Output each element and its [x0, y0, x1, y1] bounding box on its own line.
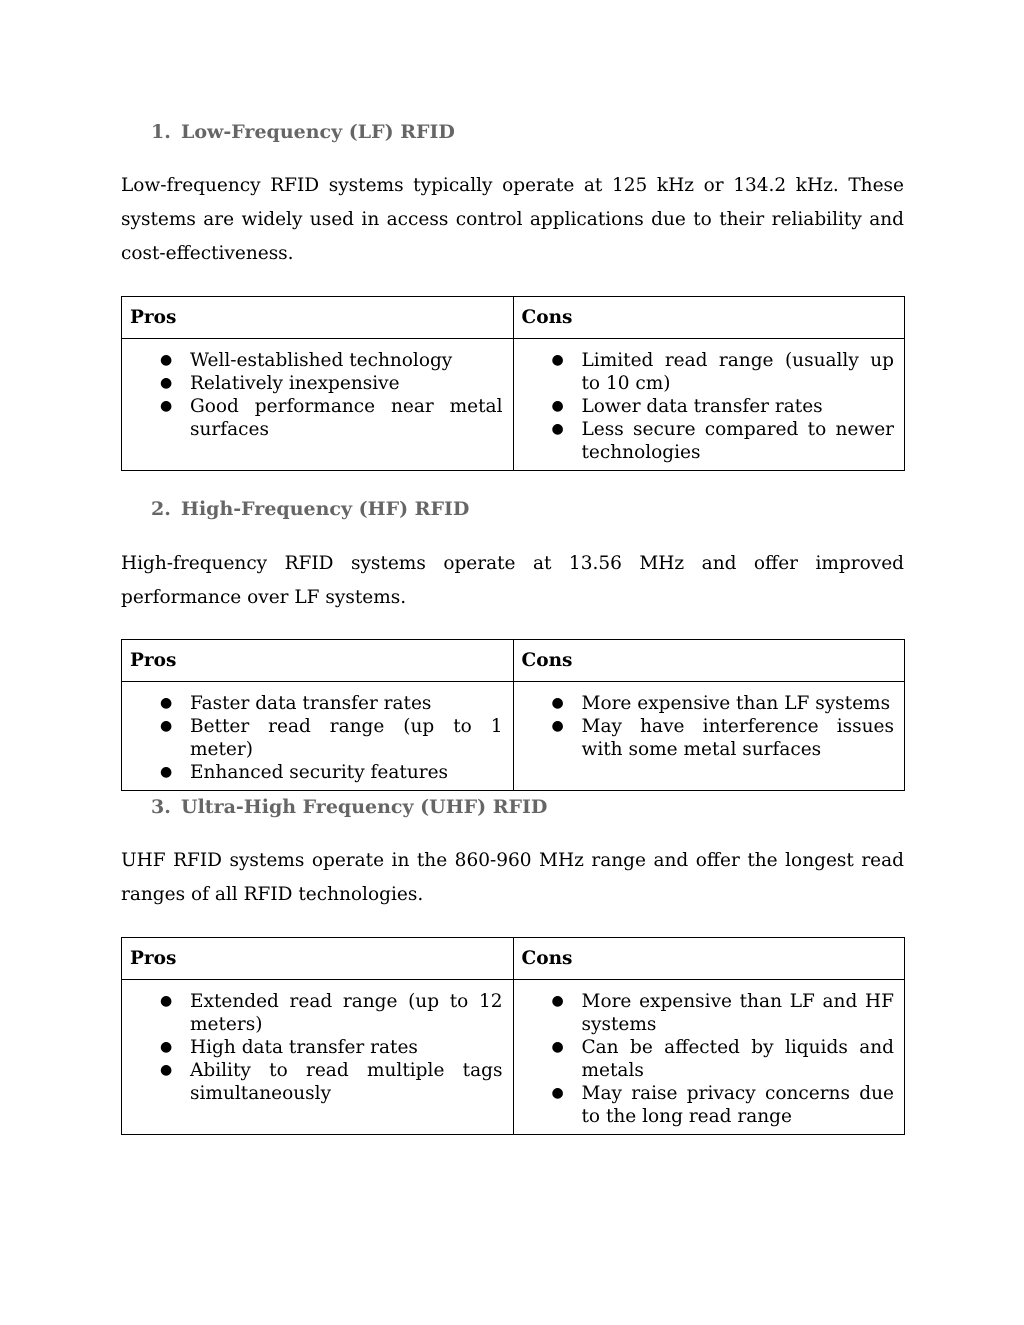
pros-header: Pros [122, 938, 514, 980]
list-item: ● Extended read range (up to 12 meters) [122, 990, 503, 1036]
table-row [122, 682, 905, 791]
section-heading-uhf [151, 795, 547, 819]
cons-cell [513, 682, 905, 791]
list-item: ● Relatively inexpensive [122, 372, 503, 395]
list-item: ● Less secure compared to newer technologies [514, 418, 895, 464]
cons-header: Cons [513, 297, 905, 339]
list-item: ● Limited read range (usually up to 10 cm) [514, 349, 895, 395]
list-item: ● Ability to read multiple tags simultaneously [122, 1059, 503, 1105]
pros-list [122, 990, 513, 1105]
section-title: Ultra-High Frequency (UHF) RFID [181, 796, 548, 818]
pros-cell [122, 339, 514, 471]
section-paragraph-uhf: UHF RFID systems operate in the 860-960 MHz range and offer the longest read ranges of all RFID technologies. [121, 850, 904, 905]
list-item: ● Faster data transfer rates [122, 692, 503, 715]
pros-header: Pros [122, 297, 514, 339]
list-item: ● Can be affected by liquids and metals [514, 1036, 895, 1082]
section-title: Low-Frequency (LF) RFID [181, 121, 455, 143]
list-item: ● Lower data transfer rates [514, 395, 895, 418]
table-row [122, 339, 905, 471]
table-row [122, 980, 905, 1135]
cons-cell [513, 980, 905, 1135]
pros-list [122, 692, 513, 784]
cons-cell [513, 339, 905, 471]
section-paragraph-lf: Low-frequency RFID systems typically operate at 125 kHz or 134.2 kHz. These systems are widely used in access control applications due to their reliability and cost-effectiveness. [121, 175, 904, 264]
cons-list [514, 349, 905, 464]
cons-list [514, 990, 905, 1128]
list-item: ● More expensive than LF systems [514, 692, 895, 715]
list-item: ● May have interference issues with some metal surfaces [514, 715, 895, 761]
pros-cell [122, 682, 514, 791]
list-item: ● Better read range (up to 1 meter) [122, 715, 503, 761]
section-number: 1. [151, 121, 171, 143]
section-number: 2. [151, 498, 171, 520]
pros-cell [122, 980, 514, 1135]
cons-header: Cons [513, 640, 905, 682]
list-item: ● Enhanced security features [122, 761, 503, 784]
table-header-row [122, 938, 905, 980]
list-item: ● Well-established technology [122, 349, 503, 372]
pros-header: Pros [122, 640, 514, 682]
table-header-row [122, 640, 905, 682]
section-paragraph-hf: High-frequency RFID systems operate at 13.56 MHz and offer improved performance over LF systems. [121, 553, 904, 608]
list-item: ● Good performance near metal surfaces [122, 395, 503, 441]
section-heading-lf [151, 120, 455, 144]
section-heading-hf [151, 497, 469, 521]
pros-cons-table-hf [121, 639, 905, 791]
list-item: ● May raise privacy concerns due to the long read range [514, 1082, 895, 1128]
section-number: 3. [151, 796, 171, 818]
cons-list [514, 692, 905, 761]
pros-cons-table-lf [121, 296, 905, 471]
pros-cons-table-uhf [121, 937, 905, 1135]
list-item: ● More expensive than LF and HF systems [514, 990, 895, 1036]
table-header-row [122, 297, 905, 339]
cons-header: Cons [513, 938, 905, 980]
section-title: High-Frequency (HF) RFID [181, 498, 470, 520]
list-item: ● High data transfer rates [122, 1036, 503, 1059]
pros-list [122, 349, 513, 441]
